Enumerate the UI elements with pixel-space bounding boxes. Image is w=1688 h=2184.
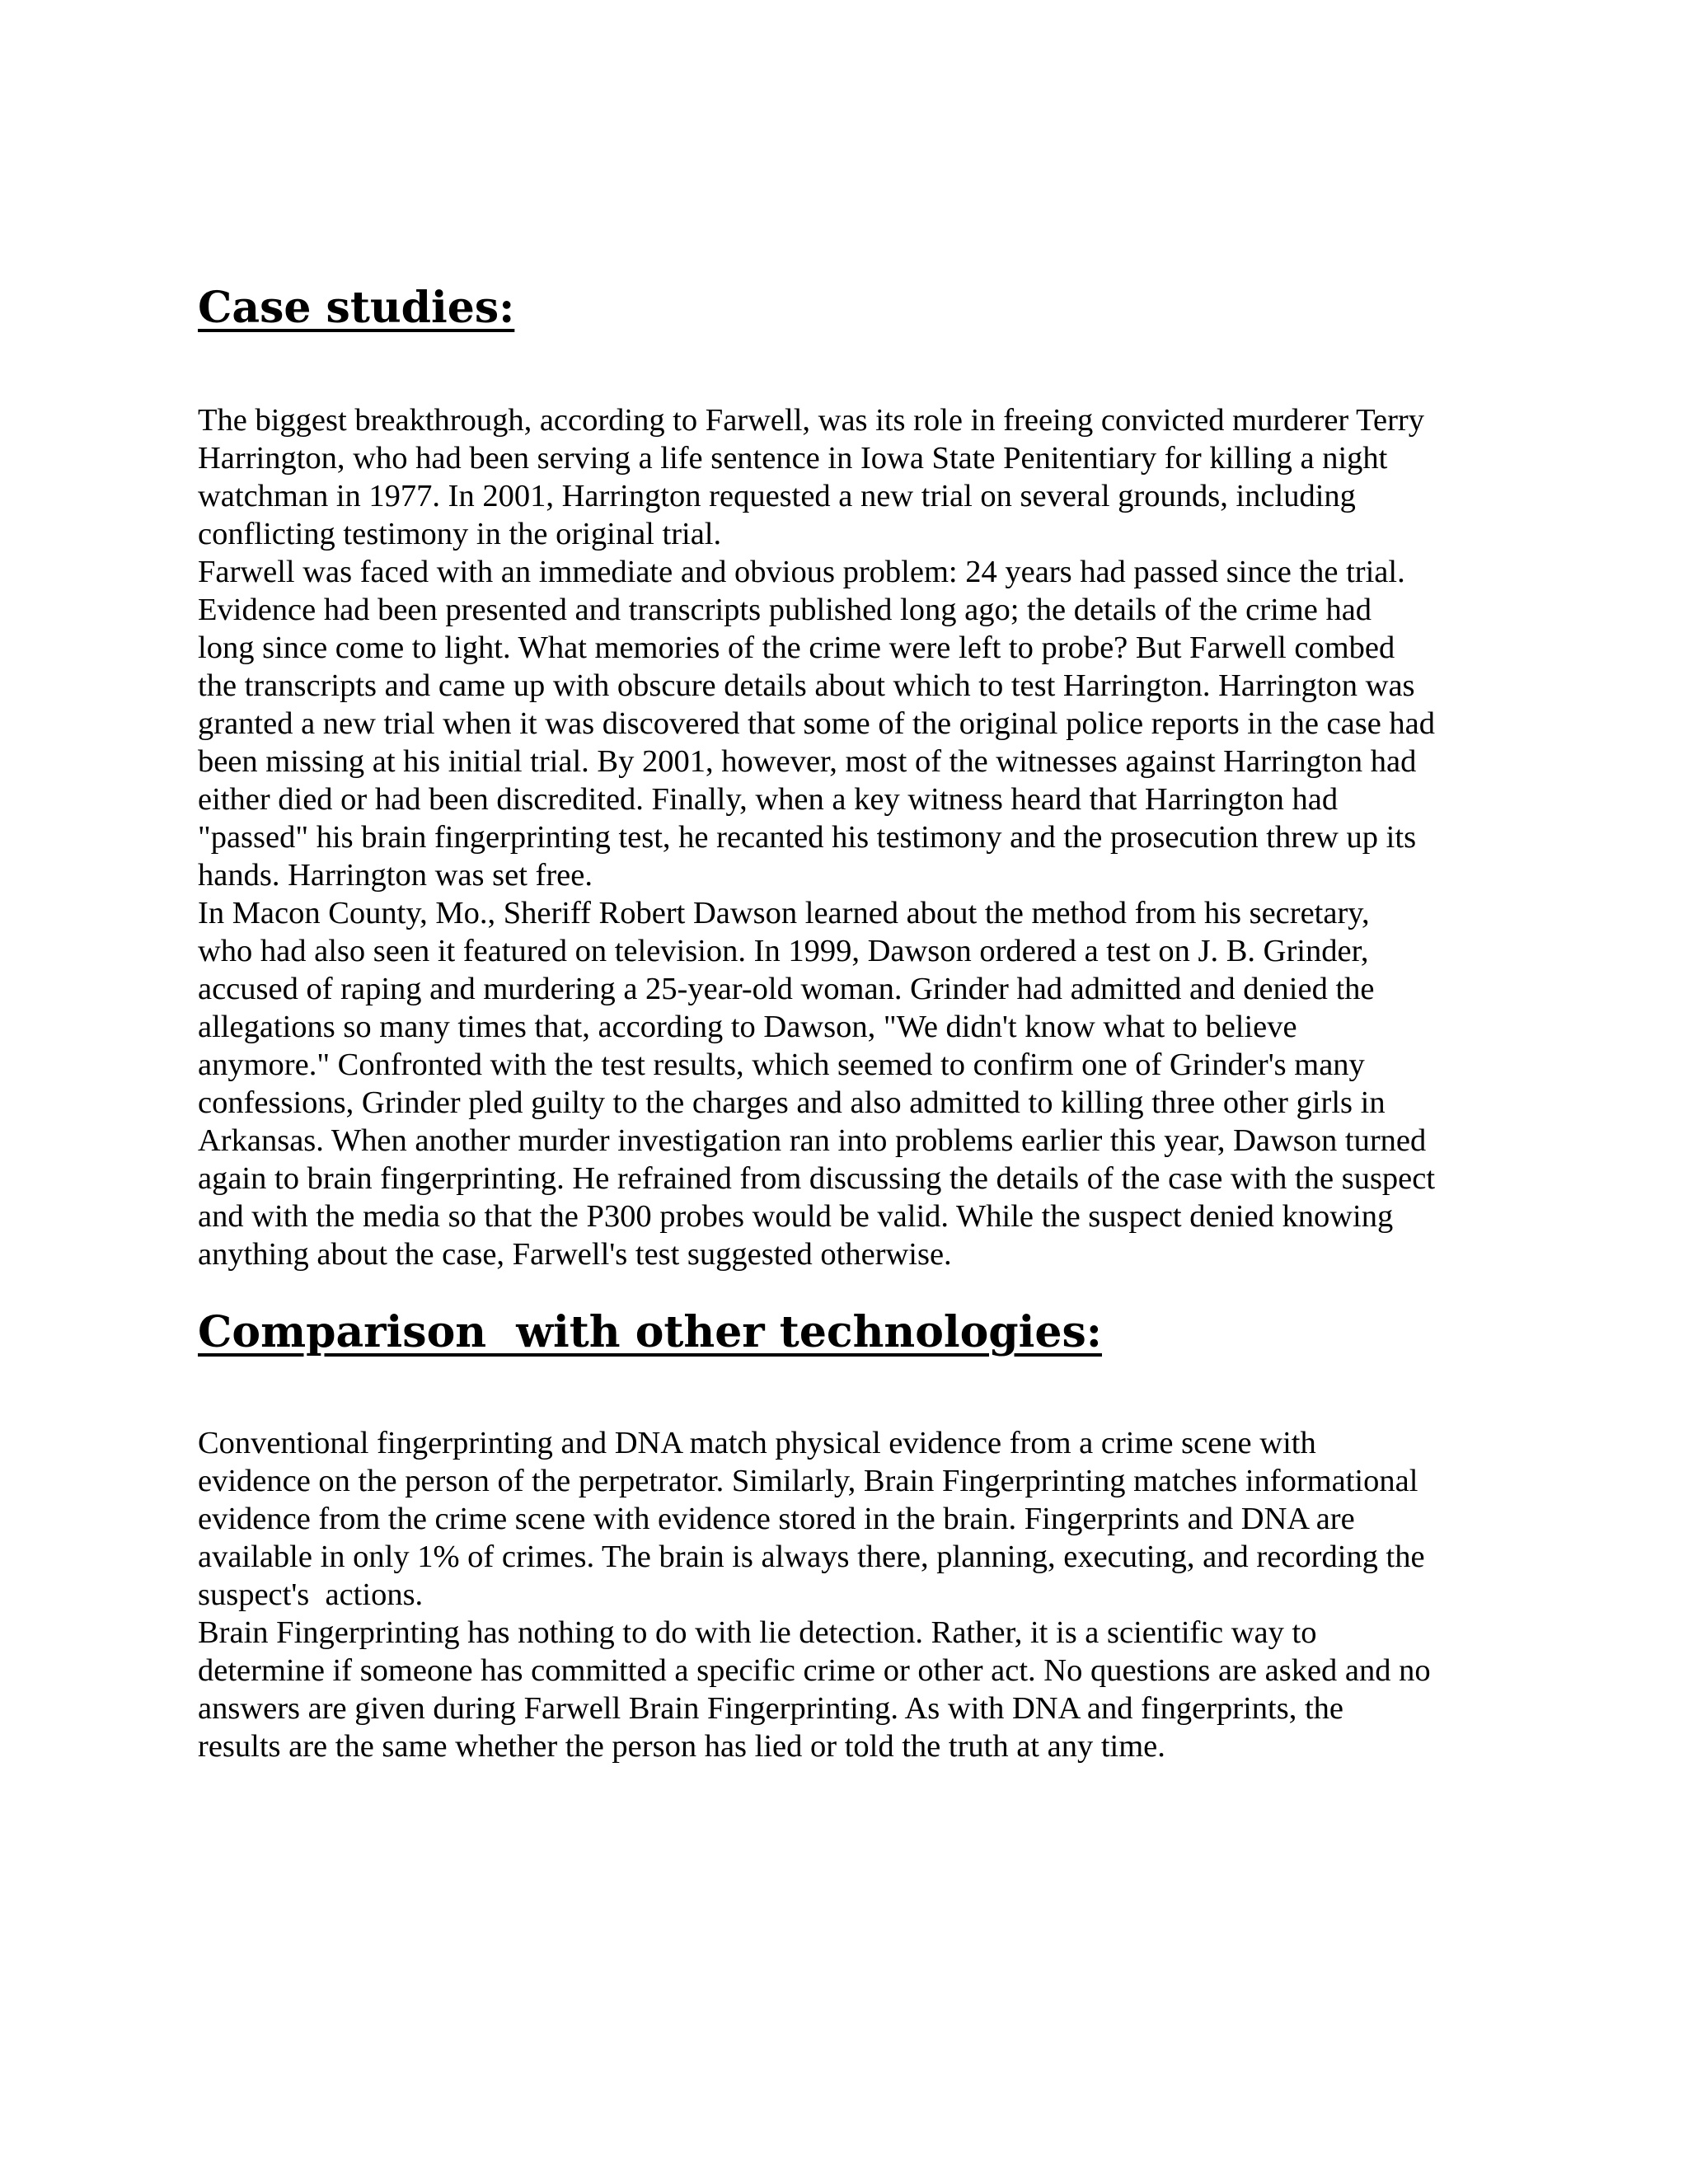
paragraph-line: anymore." Confronted with the test results, which seemed to confirm one of Grinder's many <box>198 1047 1365 1082</box>
paragraph-line: watchman in 1977. In 2001, Harrington requested a new trial on several grounds, including <box>198 479 1356 513</box>
paragraph-line: been missing at his initial trial. By 2001, however, most of the witnesses against Harrington had <box>198 744 1417 779</box>
paragraph-line: available in only 1% of crimes. The brain is always there, planning, executing, and recording the <box>198 1540 1425 1574</box>
paragraph-line: conflicting testimony in the original trial. <box>198 517 722 551</box>
paragraph-line: suspect's actions. <box>198 1577 424 1612</box>
paragraph-line: answers are given during Farwell Brain Fingerprinting. As with DNA and fingerprints, the <box>198 1691 1344 1726</box>
paragraph-line: who had also seen it featured on television. In 1999, Dawson ordered a test on J. B. Grinder, <box>198 934 1369 968</box>
paragraph-line: The biggest breakthrough, according to Farwell, was its role in freeing convicted murderer Terry <box>198 403 1424 438</box>
paragraph-line: again to brain fingerprinting. He refrained from discussing the details of the case with the suspect <box>198 1161 1436 1196</box>
comparison-body <box>198 1424 1500 1765</box>
case-studies-body <box>198 401 1500 1273</box>
paragraph-line: granted a new trial when it was discovered that some of the original police reports in the case had <box>198 706 1435 741</box>
paragraph-line: allegations so many times that, according to Dawson, "We didn't know what to believe <box>198 1010 1297 1044</box>
paragraph-line: and with the media so that the P300 probes would be valid. While the suspect denied knowing <box>198 1199 1394 1234</box>
paragraph-line: either died or had been discredited. Finally, when a key witness heard that Harrington had <box>198 782 1339 817</box>
paragraph-line: the transcripts and came up with obscure details about which to test Harrington. Harrington was <box>198 668 1415 703</box>
paragraph-line: results are the same whether the person has lied or told the truth at any time. <box>198 1729 1165 1764</box>
paragraph-line: Conventional fingerprinting and DNA match physical evidence from a crime scene with <box>198 1426 1316 1460</box>
paragraph-line: evidence from the crime scene with evidence stored in the brain. Fingerprints and DNA are <box>198 1502 1355 1536</box>
paragraph-line: Brain Fingerprinting has nothing to do with lie detection. Rather, it is a scientific way to <box>198 1615 1317 1650</box>
paragraph-line: Arkansas. When another murder investigation ran into problems earlier this year, Dawson turned <box>198 1123 1427 1158</box>
paragraph-line: accused of raping and murdering a 25-year-old woman. Grinder had admitted and denied the <box>198 972 1375 1006</box>
paragraph-line: Evidence had been presented and transcripts published long ago; the details of the crime had <box>198 593 1372 627</box>
paragraph-line: confessions, Grinder pled guilty to the charges and also admitted to killing three other girls in <box>198 1085 1386 1120</box>
paragraph-line: In Macon County, Mo., Sheriff Robert Dawson learned about the method from his secretary, <box>198 896 1370 930</box>
paragraph-line: anything about the case, Farwell's test suggested otherwise. <box>198 1237 952 1272</box>
paragraph-line: Farwell was faced with an immediate and obvious problem: 24 years had passed since the trial. <box>198 555 1405 589</box>
paragraph-line: long since come to light. What memories of the crime were left to probe? But Farwell combed <box>198 630 1395 665</box>
case-studies-heading: Case studies: <box>198 283 515 333</box>
paragraph-line: Harrington, who had been serving a life sentence in Iowa State Penitentiary for killing a night <box>198 441 1388 476</box>
comparison-heading: Comparison with other technologies: <box>198 1307 1102 1357</box>
paragraph-line: hands. Harrington was set free. <box>198 858 593 893</box>
paragraph-line: evidence on the person of the perpetrator. Similarly, Brain Fingerprinting matches informational <box>198 1464 1418 1498</box>
paragraph-line: determine if someone has committed a specific crime or other act. No questions are asked and no <box>198 1653 1431 1688</box>
paragraph-line: "passed" his brain fingerprinting test, he recanted his testimony and the prosecution threw up its <box>198 820 1417 855</box>
